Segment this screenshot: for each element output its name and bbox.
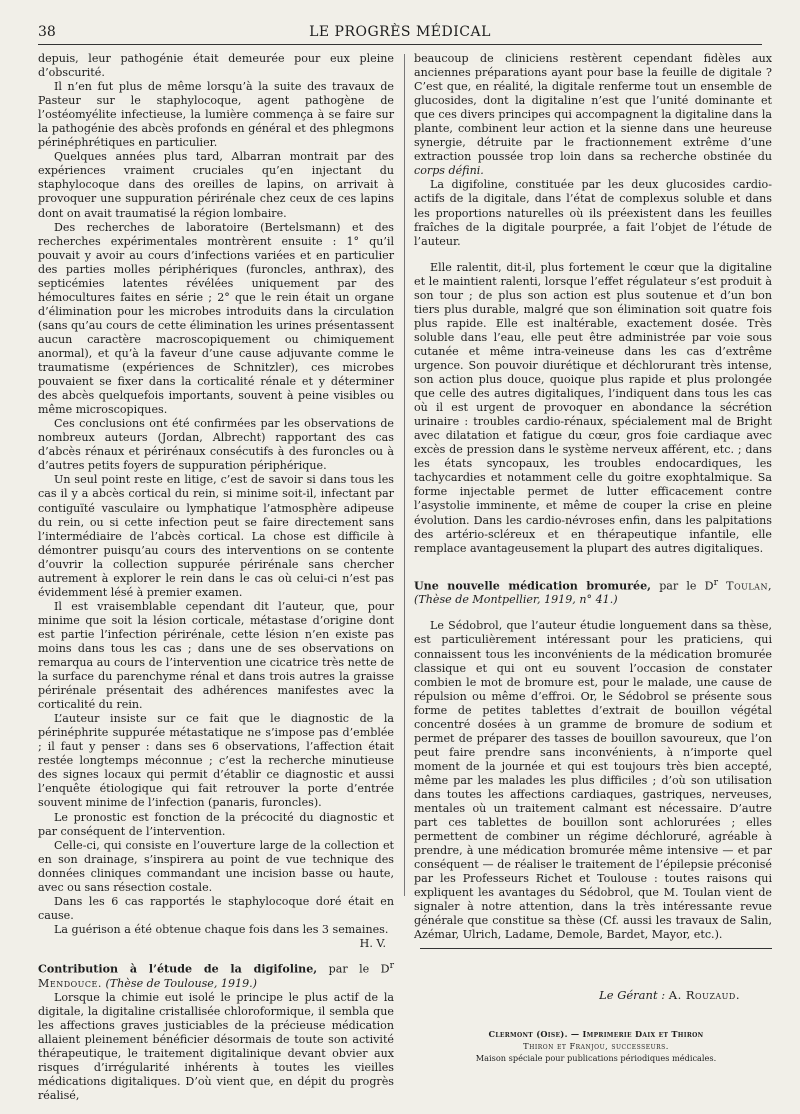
page-number: 38 [38,24,56,40]
review-title: Contribution à l’étude de la digifoline, [38,962,318,976]
review-heading [414,576,772,608]
paragraph: Ces conclusions ont été confirmées par les observations de nombreux auteurs (Jordan, Albrecht) rapportant des cas d’abcès rénaux et périrénaux consécutifs à des furoncles ou à d’autres petits foyers de suppuration périphérique. [38,417,394,473]
paragraph: La digifoline, constituée par les deux glucosides cardio-actifs de la digitale, dans l’état de complexus soluble et dans les proportions naturelles où ils préexistent dans les feuilles fraîches de la digitale pourprée, a fait l’objet de l’étude de l’auteur. [414,178,772,248]
review-par-sup: r [713,576,718,588]
spacer [414,607,772,619]
paragraph: Elle ralentit, dit-il, plus fortement le cœur que la digitaline et le maintient ralenti, lorsque l’effet régulateur s’est produit à son tour ; de plus son action est plus soutenue et d’un bon tiers plus durable, malgré que son élimination soit quatre fois plus rapide. Elle est inaltérable, exactement dosée. Très soluble dans l’eau, elle peut être administrée par voie sous cutanée et même intra-veineuse dans les cas d’extrême urgence. Son pouvoir diurétique et déchlorurant très intense, son action plus douce, quoique plus rapide et plus prolongée que celle des autres digitaliques, l’indiquent dans tous les cas où il est urgent de provoquer en abondance la sécrétion urinaire : troubles cardio-rénaux, spécialement mal de Bright avec dilatation et fatigue du cœur, gros foie cardiaque avec excès de pression dans le système nerveux afférent, etc. ; dans les états syncopaux, les troubles endocardiques, les tachycardies et notamment celle du goitre exophtalmique. Sa forme injectable permet de lutter efficacement contre l’asystolie imminente, et même de couper la crise en pleine évolution. Dans les cardio-névroses enfin, dans les palpitations des artério-scléreux et en thérapeutique infantile, elle remplace avantageusement la plupart des autres digitaliques. [414,260,772,555]
paragraph: La guérison a été obtenue chaque fois dans les 3 semaines. [54,922,389,936]
left-column [38,52,394,1103]
spacer [414,556,772,568]
paragraph-italic: corps défini. [414,164,484,178]
column-divider [404,54,405,896]
paragraph: Un seul point reste en litige, c’est de savoir si dans tous les cas il y a abcès cortical du rein, si minime soit-il, infectant par contiguïté vasculaire ou lymphatique l’atmosphère adipeuse du rein, ou si cette infection peut se faire directement sans l’intermédiaire de l’abcès cortical. La chose est difficile à démontrer puisqu’au cours des interventions on se contente d’ouvrir la collection suppurée périrénale sans chercher autrement à explorer le rein dans le cas où celui-ci n’est pas évidemment lésé à premier examen. [38,473,394,599]
review-author: Mendouce. [38,976,102,990]
paragraph [414,52,772,178]
author-signature: H. V. [359,936,386,950]
printer-line: Clermont (Oise). — Imprimerie Daix et Thiron [488,1029,704,1039]
printer-line: Thiron et Franjou, successeurs. [523,1041,669,1051]
paragraph: L’auteur insiste sur ce fait que le diagnostic de la périnéphrite suppurée métastatique ne s’impose pas d’emblée ; il faut y penser : dans ses 6 observations, l’affection était restée longtemps méconnue ; c’est la recherche minutieuse des signes locaux qui permit d’établir ce diagnostic et aussi l’enquête étiologique qui fait retrouver la porte d’entrée souvent minime de l’infection (panaris, furoncles). [38,712,394,810]
review-heading [38,959,394,991]
paragraph: depuis, leur pathogénie était demeurée pour eux pleine d’obscurité. [38,52,394,80]
review-author: Toulan, [726,579,772,593]
review-par: par le D [328,962,390,976]
paragraph: Le Sédobrol, que l’auteur étudie longuement dans sa thèse, est particulièrement intéressant pour les praticiens, qui connaissent tous les inconvénients de la médication bromurée classique et qui ont eu souvent l’occasion de constater combien le mot de bromure est, pour le malade, une cause de répulsion ou même d’effroi. Or, le Sédobrol se présente sous forme de petites tablettes d’extrait de bouillon végétal concentré dosées à un gramme de bromure de sodium et permet de préparer des tasses de bouillon savoureux, que l’on peut faire prendre sans inconvénients, à n’importe quel moment de la journée et qui est toujours très bien accepté, même par les malades les plus difficiles ; d’où son utilisation dans toutes les affections cardiaques, gastriques, nerveuses, mentales où un traitement calmant est nécessaire. D’autre part ces tablettes de bouillon sont achlorurées ; elles permettent de combiner un régime déchloruré, agréable à prendre, à une médication bromurée même intensive — et par conséquent — de réaliser le traitement de l’épilepsie préconisé par les Professeurs Richet et Toulouse : toutes raisons qui expliquent les avantages du Sédobrol, que M. Toulan vient de signaler à notre attention, dans la très intéressante revue générale que constitue sa thèse (Cf. aussi les travaux de Salin, Azémar, Ulrich, Ladame, Demole, Bardet, Mayor, etc.). [414,619,772,942]
header-rule [38,44,762,45]
paragraph: Il n’en fut plus de même lorsqu’à la suite des travaux de Pasteur sur le staphylocoque, agent pathogène de l’ostéomyélite infectieuse, la lumière commença à se faire sur la pathogénie des abcès profonds en général et des phlegmons périnéphrétiques en particulier. [38,80,394,150]
printer-line: Maison spéciale pour publications périodiques médicales. [475,1053,717,1063]
paragraph: Lorsque la chimie eut isolé le principe le plus actif de la digitale, la digitaline cristallisée chloroformique, il sembla que les affections graves justiciables de la précieuse médication allaient pleinement bénéficier désormais de toute son activité thérapeutique, le traitement digitalinique devant obvier aux risques d’irrégularité inhérents à toutes les vieilles médications digitaliques. D’où vient que, en dépit du progrès réalisé, [38,990,394,1103]
printer-imprint [420,1028,772,1064]
page-header [38,22,762,44]
right-column [414,52,772,943]
paragraph: Celle-ci, qui consiste en l’ouverture large de la collection et en son drainage, s’inspirera au point de vue technique des données cliniques commandant une incision basse ou haute, avec ou sans résection costale. [38,838,394,894]
paragraph-text: beaucoup de cliniciens restèrent cependant fidèles aux anciennes préparations ayant pour base la feuille de digitale ? C’est que, en réalité, la digitale renferme tout un ensemble de glucosides, dont la digitaline n’est que l’unité dominante et que ces divers principes qui accompagnent la digitaline dans la plante, combinent leur action et la sienne dans une heureuse synergie, détruite par le fractionnement extrême d’une extraction poussée trop loin dans sa recherche obstinée du [414,52,772,164]
review-thesis: (Thèse de Toulouse, 1919.) [105,976,257,990]
footer-rule [420,948,772,949]
paragraph: Le pronostic est fonction de la précocité du diagnostic et par conséquent de l’intervention. [38,810,394,838]
paragraph: Des recherches de laboratoire (Bertelsmann) et des recherches expérimentales montrèrent ensuite : 1° qu’il pouvait y avoir au cours d’infections variées et en particulier des parties molles périphériques (furoncles, anthrax), des septicémies latentes révélées uniquement par des hémocultures faites en série ; 2° que le rein était un organe d’élimination pour les microbes introduits dans la circulation (sans qu’au cours de cette élimination les urines présentassent aucun caractère macroscopiquement ou chimiquement anormal), et qu’à la faveur d’une cause adjuvante comme le traumatisme (expériences de Schnitzler), ces microbes pouvaient se fixer dans la corticalité rénale et y déterminer des abcès quelquefois importants, souvent à peine visibles ou même microscopiques. [38,220,394,417]
spacer [414,249,772,261]
gerant-label: Le Gérant : [599,988,666,1002]
review-thesis: (Thèse de Montpellier, 1919, n° 41.) [414,593,618,607]
paragraph: Quelques années plus tard, Albarran montrait par des expériences vraiment cruciales qu’en injectant du staphylocoque dans des oreilles de lapins, on arrivait à provoquer une suppuration périrénale chez ceux de ces lapins dont on avait traumatisé la région lombaire. [38,150,394,220]
journal-title: LE PROGRÈS MÉDICAL [309,24,491,40]
review-par: par le D [659,579,714,593]
paragraph: Dans les 6 cas rapportés le staphylocoque doré était en cause. [38,894,394,922]
gerant-line [420,988,740,1002]
gerant-name: A. Rouzaud. [668,988,740,1002]
review-par-sup: r [389,960,394,971]
paragraph: Il est vraisemblable cependant dit l’auteur, que, pour minime que soit la lésion corticale, métastase d’origine dont est partie l’infection périrénale, cette lésion n’en existe pas moins dans tous les cas ; dans une de ses observations on remarqua au cours de l’intervention une cicatrice très nette de la surface du parenchyme rénal et dans trois autres la graisse périrénale présentait des adhérences manifestes avec la corticalité du rein. [38,599,394,712]
review-title: Une nouvelle médication bromurée, [414,579,651,593]
